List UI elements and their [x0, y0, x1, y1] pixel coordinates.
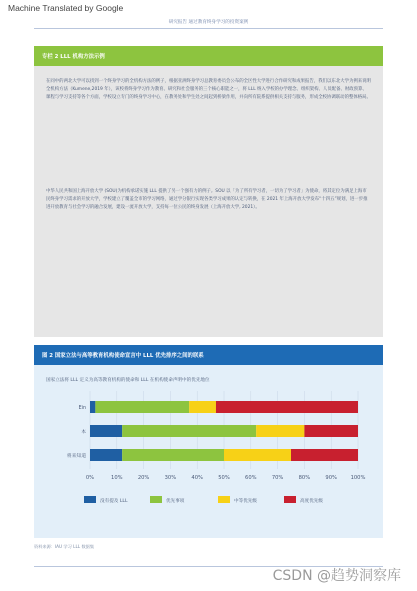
- watermark: CSDN @趋势洞察库: [272, 568, 401, 584]
- category-label: 将来知道: [66, 454, 86, 459]
- bar-segment: [189, 401, 216, 413]
- legend-label: 优先事项: [166, 499, 185, 504]
- chart-subtitle: 国家立法将 LLL 定义为高等教育机构的使命和 LLL 在机构使命声明中的优先地位: [46, 378, 210, 383]
- bar-segment: [95, 401, 189, 413]
- x-tick-label: 30%: [164, 475, 177, 481]
- bar-segment: [256, 425, 304, 437]
- bar-segment: [216, 401, 358, 413]
- bar-segment: [224, 449, 291, 461]
- stacked-bar-chart: [34, 345, 383, 538]
- x-tick-label: 40%: [191, 475, 203, 481]
- source-note: 资料来源：IAU 学习 LLL 数据集: [34, 544, 95, 549]
- bar-segment: [122, 425, 256, 437]
- figure-title: 图 2 国家立法与高等教育机构使命宣言中 LLL 优先排序之间的联系: [34, 345, 383, 365]
- x-tick-label: 70%: [271, 475, 284, 481]
- case-paragraph-1: 在同中的两北大学可以找到一个终身学习的全机构方法的例子，根据亚洲终身学习总教育委员会公布的全区性大学进行合作研究和成果报告，我们以东北大学为例来说明全机构方法（Kumene,2019 年），该校将终身学习作为教育、研究和社会服务的三个核心职能之一，将 LLL 纳入学校的办学理念、组织架构、人员配备、财政预算、课程与学习支持等各个方面，学校设立专门的终身学习中心，在教务处和学生处之间起到桥梁作用，并向所有院系提供相关支持与服务，形成全校协调联动的整体格局。: [46, 79, 371, 101]
- bar-segment: [90, 401, 95, 413]
- x-tick-label: 100%: [350, 475, 366, 481]
- case-box: [34, 46, 383, 337]
- figure-box: [34, 345, 383, 538]
- bar-segment: [90, 449, 122, 461]
- x-tick-label: 90%: [325, 475, 337, 481]
- x-tick-label: 10%: [111, 475, 123, 481]
- bar-segment: [291, 449, 358, 461]
- category-label: Ein: [78, 406, 86, 411]
- legend-label: 中等优先级: [234, 499, 257, 504]
- legend-swatch: [284, 496, 296, 503]
- legend-swatch: [84, 496, 96, 503]
- page-header: 研究报告 通过教育终身学习的投资案例: [168, 20, 249, 25]
- legend-label: 没有提及 LLL: [100, 499, 128, 504]
- x-tick-label: 50%: [218, 475, 230, 481]
- legend-swatch: [150, 496, 162, 503]
- bar-segment: [304, 425, 358, 437]
- legend-label: 高度优先级: [300, 499, 323, 504]
- x-tick-label: 60%: [245, 475, 257, 481]
- machine-translated-banner: Machine Translated by Google: [8, 3, 124, 13]
- x-tick-label: 80%: [298, 475, 311, 481]
- category-label: 本: [81, 430, 86, 435]
- case-box-title: 专栏 2 LLL 机构方法示例: [34, 46, 383, 66]
- header-divider: [34, 28, 383, 29]
- case-paragraph-2: 中华人民共和国上海开放大学 (SOU)为机构承诺实施 LLL 提供了另一个强有力的例子。SOU 以「为了所有学习者，一切为了学习者」为使命，将其定位为满足上海市民终身学习需求的开放大学，学校建立了覆盖全市的学习网络，通过学分银行实现各类学习成果的认定与转换，在 2021 年上海开放大学发布“十四五”规划，进一步推进开放教育与社会学习的融合发展，建设一流开放大学，支持每一位公民的终身发展（上海开放大学, 2021）。: [46, 189, 368, 211]
- x-tick-label: 20%: [137, 475, 150, 481]
- legend-swatch: [218, 496, 230, 503]
- bar-segment: [122, 449, 224, 461]
- bar-segment: [90, 425, 122, 437]
- x-tick-label: 0%: [85, 475, 95, 481]
